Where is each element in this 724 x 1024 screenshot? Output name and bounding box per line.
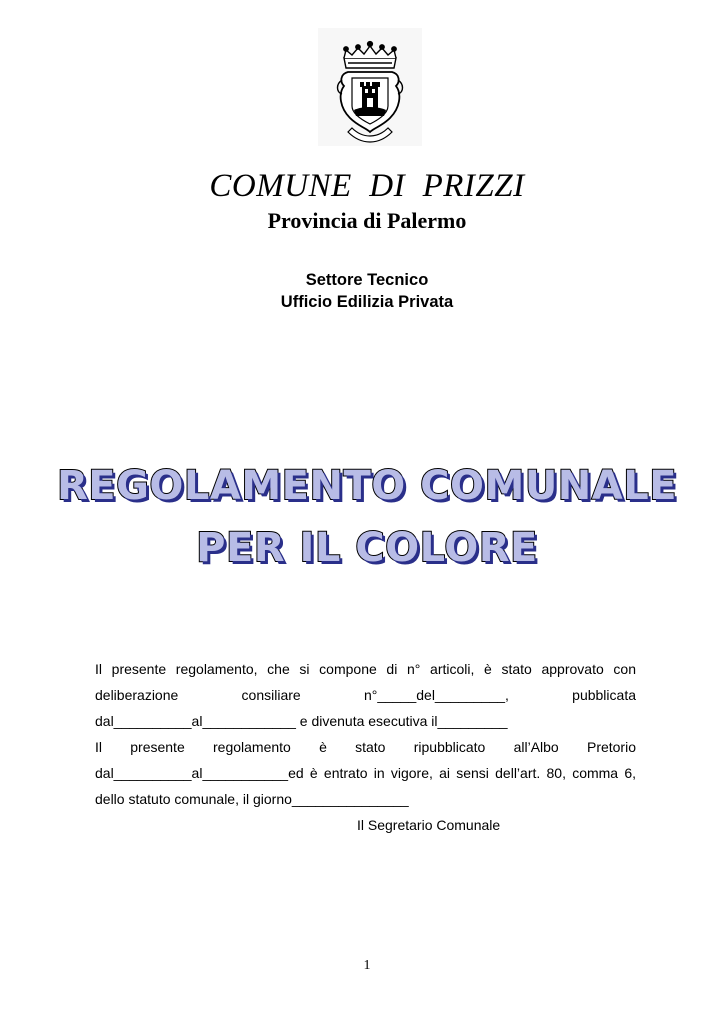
paragraph-line: deliberazione consiliare n°_____del_________, pubblicata <box>95 687 636 703</box>
paragraph-line: dal__________al____________ e divenuta esecutiva il_________ <box>95 713 508 729</box>
sector-name: Settore Tecnico <box>305 271 429 289</box>
signature-label: Il Segretario Comunale <box>357 817 501 833</box>
paragraph-line: dal__________al___________ed è entrato in vigore, ai sensi dell’art. 80, comma 6, <box>95 765 636 781</box>
office-name: Ufficio Edilizia Privata <box>280 293 454 311</box>
document-title-line-1: REGOLAMENTO COMUNALE <box>56 463 678 509</box>
municipality-name: COMUNE DI PRIZZI <box>209 168 525 204</box>
approval-paragraph <box>95 656 636 838</box>
page-number: 1 <box>363 958 371 973</box>
province-name: Provincia di Palermo <box>267 208 467 233</box>
document-title-line-2: PER IL COLORE <box>196 525 538 571</box>
municipal-coat-of-arms-icon <box>318 28 422 146</box>
paragraph-line: Il presente regolamento è stato ripubblicato all’Albo Pretorio <box>95 739 636 755</box>
paragraph-line: dello statuto comunale, il giorno_______________ <box>95 791 409 807</box>
coat-of-arms <box>318 28 422 146</box>
paragraph-line: Il presente regolamento, che si compone di n° articoli, è stato approvato con <box>95 661 636 677</box>
